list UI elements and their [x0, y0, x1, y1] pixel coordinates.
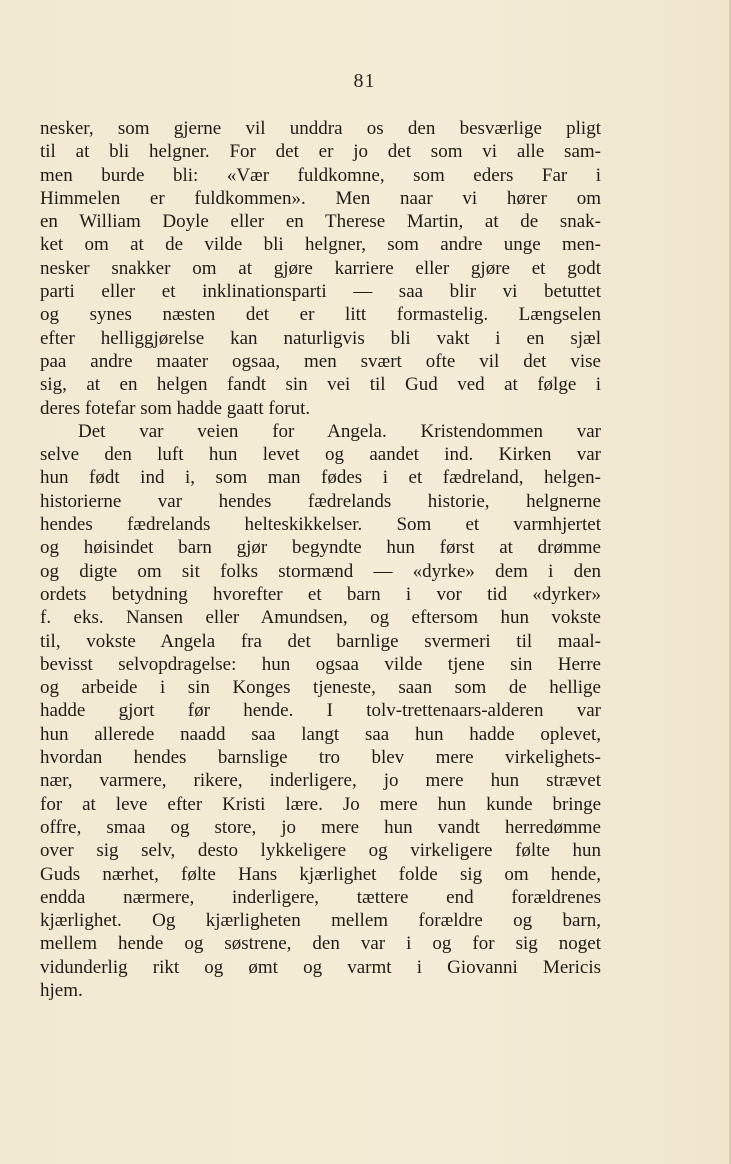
text-line: kjærlighet. Og kjærligheten mellem forældre og barn, — [40, 910, 601, 932]
text-line: deres fotefar som hadde gaatt forut. — [40, 397, 311, 419]
text-line: nesker, som gjerne vil unddra os den besværlige pligt — [40, 118, 601, 139]
text-line: en William Doyle eller en Therese Martin, at de snak- — [40, 211, 601, 233]
text-line: f. eks. Nansen eller Amundsen, og eftersom hun vokste — [40, 607, 601, 629]
text-line: vidunderlig rikt og ømt og varmt i Giovanni Mericis — [40, 956, 601, 978]
text-line: Himmelen er fuldkommen». Men naar vi hører om — [40, 187, 601, 209]
text-line: hvordan hendes barnslige tro blev mere virkelighets- — [40, 747, 601, 769]
text-line: paa andre maater ogsaa, men svært ofte vil det vise — [40, 350, 601, 372]
body-text — [40, 117, 601, 1002]
paragraph-2 — [40, 420, 601, 1002]
text-line: hun født ind i, som man fødes i et fædreland, helgen- — [40, 467, 601, 489]
text-line: hun allerede naadd saa langt saa hun hadde oplevet, — [40, 723, 601, 745]
text-line: til, vokste Angela fra det barnlige svermeri til maal- — [40, 630, 601, 652]
text-line: ket om at de vilde bli helgner, som andre unge men- — [40, 234, 601, 256]
text-line: over sig selv, desto lykkeligere og virkeligere følte hun — [40, 840, 601, 862]
text-line: parti eller et inklinationsparti — saa blir vi betuttet — [40, 281, 601, 303]
text-line: offre, smaa og store, jo mere hun vandt herredømme — [40, 816, 601, 838]
text-line: og synes næsten det er litt formastelig. Længselen — [40, 304, 601, 326]
text-line: for at leve efter Kristi lære. Jo mere hun kunde bringe — [40, 793, 601, 815]
text-line: mellem hende og søstrene, den var i og for sig noget — [40, 933, 601, 955]
text-line: selve den luft hun levet og aandet ind. Kirken var — [40, 444, 601, 466]
text-line: hjem. — [40, 979, 83, 1001]
text-line: efter helliggjørelse kan naturligvis bli vakt i en sjæl — [40, 327, 601, 349]
text-line: endda nærmere, inderligere, tættere end forældrenes — [40, 886, 601, 908]
text-line: nær, varmere, rikere, inderligere, jo mere hun strævet — [40, 770, 601, 792]
text-line: sig, at en helgen fandt sin vei til Gud ved at følge i — [40, 374, 601, 396]
text-line: og høisindet barn gjør begyndte hun først at drømme — [40, 537, 601, 559]
text-line: og digte om sit folks stormænd — «dyrke» dem i den — [40, 560, 601, 582]
text-line: Guds nærhet, følte Hans kjærlighet folde sig om hende, — [40, 863, 601, 885]
text-line: hadde gjort før hende. I tolv-trettenaars-alderen var — [40, 700, 601, 722]
paragraph-1 — [40, 117, 601, 420]
text-line: og arbeide i sin Konges tjeneste, saan som de hellige — [40, 677, 601, 699]
text-line: nesker snakker om at gjøre karriere eller gjøre et godt — [40, 257, 601, 279]
text-line: til at bli helgner. For det er jo det som vi alle sam- — [40, 141, 601, 163]
text-line: ordets betydning hvorefter et barn i vor tid «dyrker» — [40, 583, 601, 605]
page-number: 81 — [353, 70, 376, 92]
text-line: historierne var hendes fædrelands historie, helgnerne — [40, 490, 601, 512]
text-line: hendes fædrelands helteskikkelser. Som et varmhjertet — [40, 514, 601, 536]
text-line: men burde bli: «Vær fuldkomne, som eders Far i — [40, 164, 601, 186]
text-line: Det var veien for Angela. Kristendommen var — [78, 420, 601, 442]
text-line: bevisst selvopdragelse: hun ogsaa vilde tjene sin Herre — [40, 653, 601, 675]
